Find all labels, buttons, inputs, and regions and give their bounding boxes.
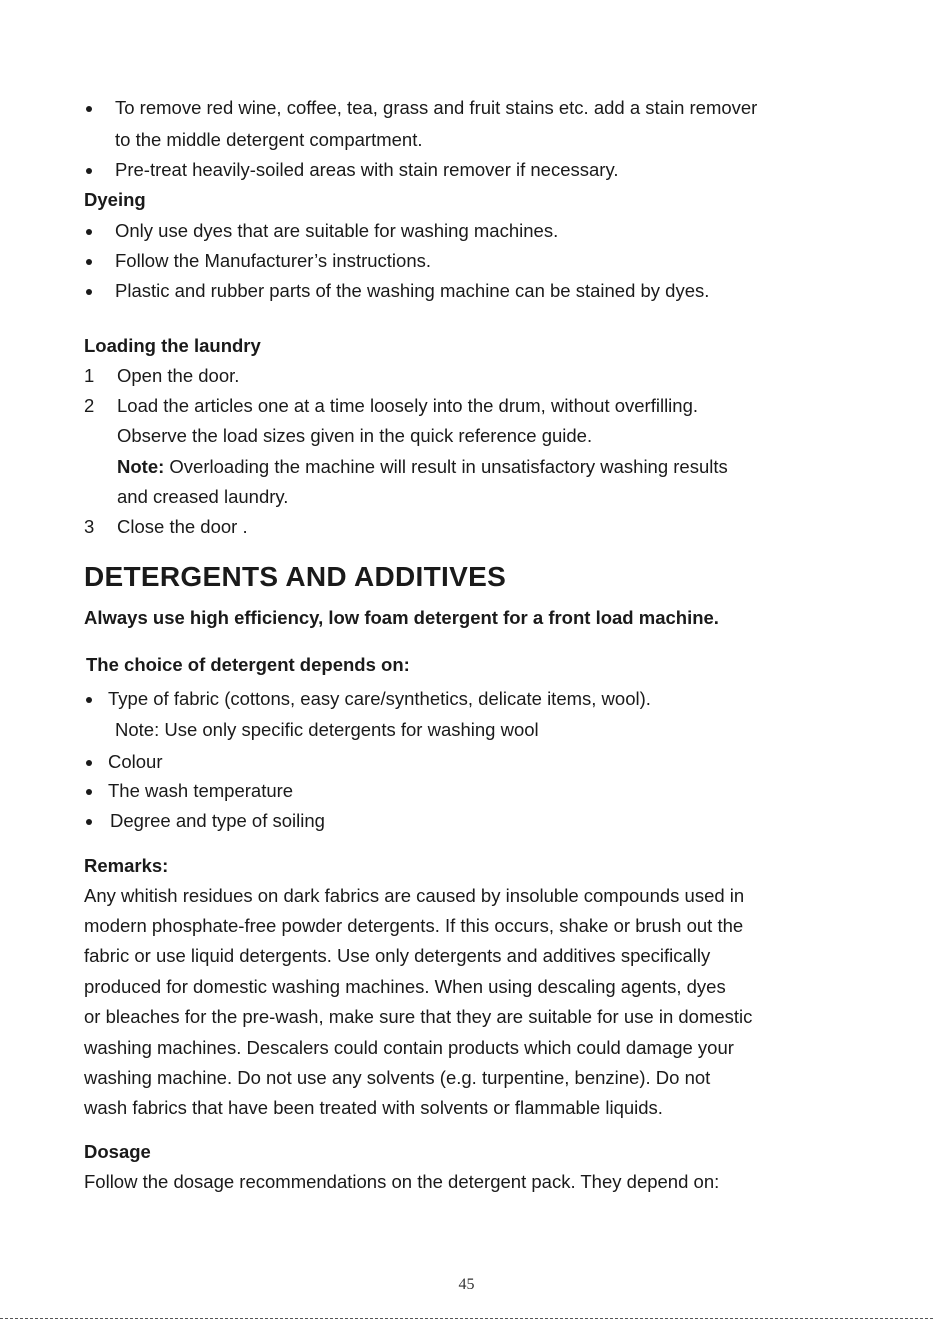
- dosage-heading: Dosage: [84, 1141, 151, 1162]
- choice-note: Note: Use only specific detergents for washing wool: [115, 719, 539, 740]
- choice-item: Degree and type of soiling: [110, 810, 325, 831]
- choice-item: Type of fabric (cottons, easy care/synthetics, delicate items, wool).: [108, 688, 651, 709]
- dyeing-item: Only use dyes that are suitable for washing machines.: [115, 220, 559, 241]
- bullet-dot: [86, 229, 92, 235]
- bottom-divider: [0, 1318, 933, 1319]
- remarks-line: fabric or use liquid detergents. Use only detergents and additives specifically: [84, 945, 711, 966]
- step1-text: Open the door.: [117, 365, 240, 386]
- stain-remover-text-line2: to the middle detergent compartment.: [115, 129, 423, 150]
- section-subtitle: Always use high efficiency, low foam detergent for a front load machine.: [84, 607, 719, 628]
- remarks-line: washing machine. Do not use any solvents (e.g. turpentine, benzine). Do not: [84, 1067, 711, 1088]
- dyeing-item: Follow the Manufacturer’s instructions.: [115, 250, 432, 271]
- remarks-line: produced for domestic washing machines. When using descaling agents, dyes: [84, 976, 726, 997]
- choice-item: The wash temperature: [108, 780, 294, 801]
- note-line2: and creased laundry.: [117, 486, 289, 507]
- note-line1: [117, 456, 728, 478]
- step2-text-line1: Load the articles one at a time loosely into the drum, without overfilling.: [117, 395, 699, 416]
- remarks-line: washing machines. Descalers could contain products which could damage your: [84, 1037, 734, 1058]
- pretreat-text: Pre-treat heavily-soiled areas with stain remover if necessary.: [115, 159, 619, 180]
- dyeing-heading: Dyeing: [84, 189, 146, 210]
- step3-text: Close the door .: [117, 516, 248, 537]
- choice-heading: The choice of detergent depends on:: [86, 654, 410, 675]
- note-label: Note:: [117, 456, 165, 477]
- step2-text-line2: Observe the load sizes given in the quick reference guide.: [117, 425, 593, 446]
- remarks-line: wash fabrics that have been treated with solvents or flammable liquids.: [84, 1097, 663, 1118]
- step-number: 3: [84, 516, 95, 537]
- bullet-dot: [86, 697, 92, 703]
- section-title: DETERGENTS AND ADDITIVES: [84, 561, 507, 592]
- remarks-heading: Remarks:: [84, 855, 169, 876]
- dosage-text: Follow the dosage recommendations on the detergent pack. They depend on:: [84, 1171, 720, 1192]
- dyeing-item: Plastic and rubber parts of the washing machine can be stained by dyes.: [115, 280, 710, 301]
- bullet-dot: [86, 789, 92, 795]
- choice-item: Colour: [108, 751, 163, 772]
- stain-remover-text-line1: To remove red wine, coffee, tea, grass and fruit stains etc. add a stain remover: [115, 97, 758, 118]
- loading-heading: Loading the laundry: [84, 335, 261, 356]
- bullet-dot: [86, 259, 92, 265]
- bullet-dot: [86, 819, 92, 825]
- bullet-dot: [86, 168, 92, 174]
- step-number: 2: [84, 395, 95, 416]
- remarks-line: Any whitish residues on dark fabrics are caused by insoluble compounds used in: [84, 885, 745, 906]
- remarks-line: or bleaches for the pre-wash, make sure that they are suitable for use in domestic: [84, 1006, 753, 1027]
- bullet-dot: [86, 289, 92, 295]
- bullet-dot: [86, 760, 92, 766]
- step-number: 1: [84, 365, 95, 386]
- page-number: 45: [458, 1276, 475, 1293]
- bullet-dot: [86, 106, 92, 112]
- note-text: Overloading the machine will result in unsatisfactory washing results: [169, 456, 728, 477]
- remarks-line: modern phosphate-free powder detergents. If this occurs, shake or brush out the: [84, 915, 744, 936]
